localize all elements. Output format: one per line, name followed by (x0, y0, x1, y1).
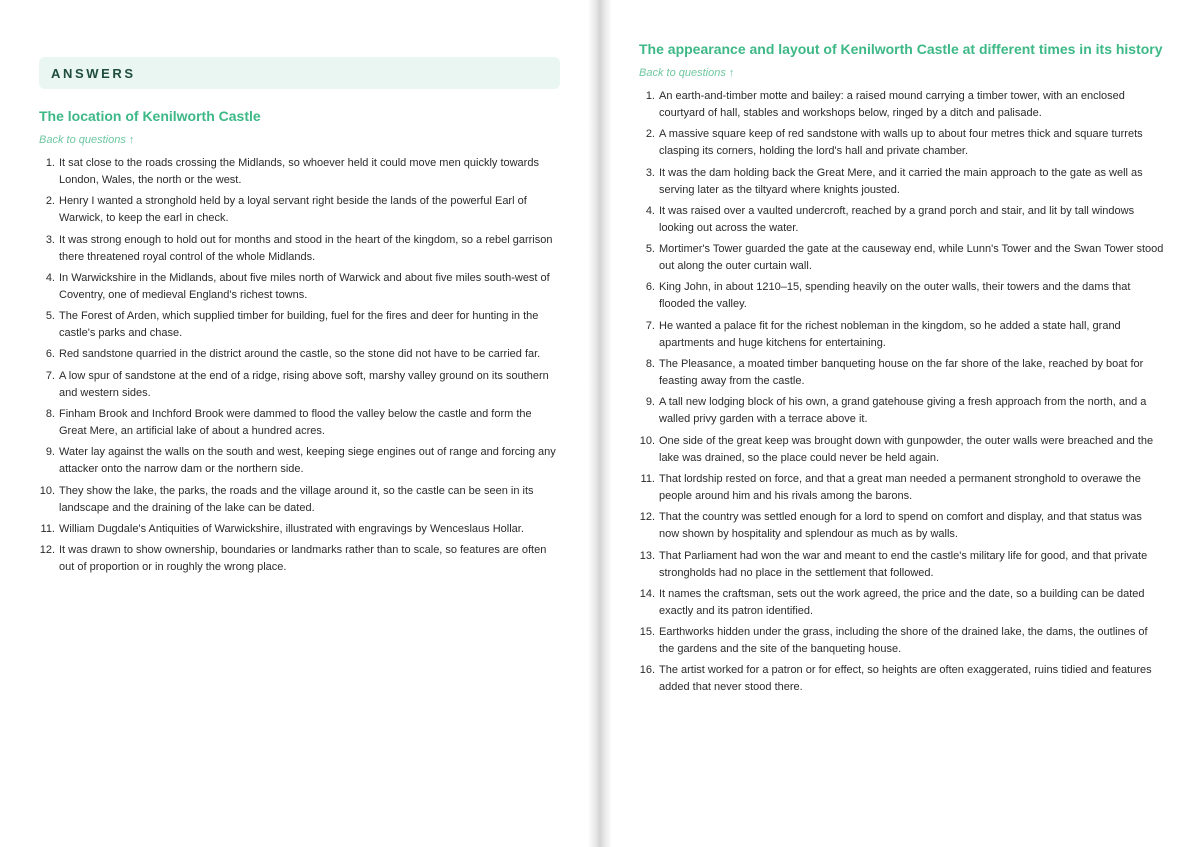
location-section (39, 107, 562, 581)
answer-item (39, 406, 562, 440)
answer-item (39, 155, 562, 189)
answer-item (639, 394, 1164, 428)
answer-text: William Dugdale's Antiquities of Warwickshire, illustrated with engravings by Wenceslaus Hollar. (59, 522, 524, 535)
answer-number: 11. (40, 522, 55, 535)
answer-text: They show the lake, the parks, the roads and the village around it, so the castle can be seen in its landscape and the draining of the lake can be dated. (59, 484, 534, 514)
answer-number: 6. (45, 348, 55, 361)
answer-item (639, 88, 1164, 122)
answer-text: It names the craftsman, sets out the work agreed, the price and the date, so a building can be dated exactly and its patron identified. (659, 587, 1145, 617)
answer-number: 14. (639, 587, 655, 600)
answer-item (39, 521, 562, 538)
answer-text: He wanted a palace fit for the richest nobleman in the kingdom, so he added a state hall, grand apartments and huge kitchens for entertaining. (659, 319, 1121, 349)
answer-number: 10. (39, 484, 55, 497)
left-page (0, 0, 588, 847)
answers-heading: ANSWERS (51, 65, 136, 81)
answer-text: It was the dam holding back the Great Mere, and it carried the main approach to the gate as well as serving later as the tiltyard where knights jousted. (659, 166, 1143, 196)
answer-text: It was raised over a vaulted undercroft, reached by a grand porch and stair, and lit by tall windows looking out across the water. (659, 204, 1135, 234)
answer-item (639, 548, 1164, 582)
answer-item (639, 279, 1164, 313)
section-title-appearance: The appearance and layout of Kenilworth Castle at different times in its history (639, 41, 1163, 57)
answer-number: 11. (640, 472, 655, 485)
answer-item (639, 165, 1164, 199)
answer-item (639, 509, 1164, 543)
answer-number: 10. (639, 434, 655, 447)
answer-text: The Forest of Arden, which supplied timber for building, fuel for the fires and deer for hunting in the castle's parks and chase. (59, 310, 539, 340)
answer-item (39, 368, 562, 402)
answer-number: 9. (645, 396, 655, 409)
answer-text: That the country was settled enough for a lord to spend on comfort and display, and that status was now shown by hospitality and splendour as much as by walls. (659, 511, 1142, 541)
answer-item (39, 542, 562, 576)
answer-item (39, 483, 562, 517)
answer-number: 5. (645, 243, 655, 256)
answer-number: 3. (45, 233, 55, 246)
answer-text: Henry I wanted a stronghold held by a loyal servant right beside the lands of the powerful Earl of Warwick, to keep the earl in check. (59, 195, 527, 225)
answer-number: 1. (45, 157, 55, 169)
answer-text: One side of the great keep was brought down with gunpowder, the outer walls were breached and the lake was drained, so the place could never be held again. (659, 434, 1154, 464)
answer-text: Mortimer's Tower guarded the gate at the causeway end, while Lunn's Tower and the Swan Tower stood out along the outer curtain wall. (659, 243, 1164, 273)
answer-number: 1. (645, 90, 655, 102)
answer-text: It was drawn to show ownership, boundaries or landmarks rather than to scale, so features are often out of proportion or in roughly the wrong place. (59, 544, 547, 574)
right-page (612, 0, 1200, 847)
answer-item (639, 586, 1164, 620)
answer-number: 9. (45, 446, 55, 459)
answer-number: 16. (639, 664, 655, 677)
section-title-location: The location of Kenilworth Castle (39, 108, 261, 124)
answer-list-appearance (639, 88, 1164, 696)
answer-text: The artist worked for a patron or for effect, so heights are often exaggerated, ruins tidied and features added that never stood there. (659, 664, 1152, 694)
answer-number: 7. (645, 319, 655, 332)
answer-item (639, 241, 1164, 275)
answer-number: 13. (639, 549, 655, 562)
answer-item (39, 308, 562, 342)
answer-text: A low spur of sandstone at the end of a ridge, rising above soft, marshy valley ground on its southern and western sides. (59, 369, 549, 399)
answer-item (639, 624, 1164, 658)
answer-item (39, 193, 562, 227)
back-to-questions-link[interactable]: Back to questions ↑ (639, 67, 735, 79)
answer-list-location (39, 155, 562, 576)
answer-text: An earth-and-timber motte and bailey: a raised mound carrying a timber tower, with an enclosed courtyard of hall, stables and workshops below, ringed by a ditch and palisade. (659, 90, 1125, 119)
answer-text: Earthworks hidden under the grass, including the shore of the drained lake, the dams, the outlines of the gardens and the site of the banqueting house. (659, 626, 1148, 656)
answer-text: King John, in about 1210–15, spending heavily on the outer walls, their towers and the dams that flooded the valley. (659, 281, 1131, 311)
answer-item (639, 356, 1164, 390)
answer-text: Red sandstone quarried in the district around the castle, so the stone did not have to be carried far. (59, 348, 541, 361)
answer-item (639, 126, 1164, 160)
answer-number: 6. (645, 281, 655, 294)
answer-text: That lordship rested on force, and that a great man needed a permanent stronghold to overawe the people around him and his rivals among the barons. (659, 472, 1141, 502)
answer-number: 5. (45, 310, 55, 323)
answer-text: In Warwickshire in the Midlands, about five miles north of Warwick and about five miles south-west of Coventry, one of medieval England's richest towns. (59, 271, 550, 301)
answer-number: 8. (45, 408, 55, 421)
answer-text: Water lay against the walls on the south and west, keeping siege engines out of range and forcing any attacker onto the narrow dam or the northern side. (59, 446, 556, 476)
answer-item (639, 662, 1164, 696)
answer-number: 2. (45, 195, 55, 208)
answer-item (39, 346, 562, 363)
answers-heading-box (39, 57, 560, 89)
answer-item (39, 270, 562, 304)
answer-text: A tall new lodging block of his own, a grand gatehouse giving a fresh approach from the north, and a walled privy garden with a terrace above it. (659, 396, 1147, 426)
answer-item (639, 433, 1164, 467)
answer-number: 4. (45, 271, 55, 284)
answer-number: 7. (45, 369, 55, 382)
answer-item (639, 318, 1164, 352)
answer-number: 8. (645, 358, 655, 371)
answer-text: Finham Brook and Inchford Brook were dammed to flood the valley below the castle and form the Great Mere, an artificial lake of about a hundred acres. (59, 408, 532, 438)
answer-item (639, 471, 1164, 505)
answer-number: 15. (639, 626, 655, 639)
answer-item (39, 232, 562, 266)
answer-number: 3. (645, 166, 655, 179)
answer-text: A massive square keep of red sandstone with walls up to about four metres thick and square turrets clasping its corners, holding the lord's hall and private chamber. (659, 128, 1143, 158)
page-gutter (588, 0, 612, 847)
answer-number: 2. (645, 128, 655, 141)
answer-number: 4. (645, 204, 655, 217)
answer-text: The Pleasance, a moated timber banqueting house on the far shore of the lake, reached by boat for feasting away from the castle. (659, 358, 1144, 388)
answer-text: It sat close to the roads crossing the Midlands, so whoever held it could move men quickly towards London, Wales, the north or the west. (59, 157, 539, 186)
answer-number: 12. (39, 544, 55, 557)
answer-text: It was strong enough to hold out for months and stood in the heart of the kingdom, so a rebel garrison there threatened royal control of the whole Midlands. (59, 233, 553, 263)
answer-item (639, 203, 1164, 237)
back-to-questions-link[interactable]: Back to questions ↑ (39, 134, 135, 146)
answer-item (39, 444, 562, 478)
answer-number: 12. (639, 511, 655, 524)
appearance-section (639, 40, 1164, 701)
answer-text: That Parliament had won the war and meant to end the castle's military life for good, and that private strongholds had no place in the settlement that followed. (659, 549, 1148, 579)
